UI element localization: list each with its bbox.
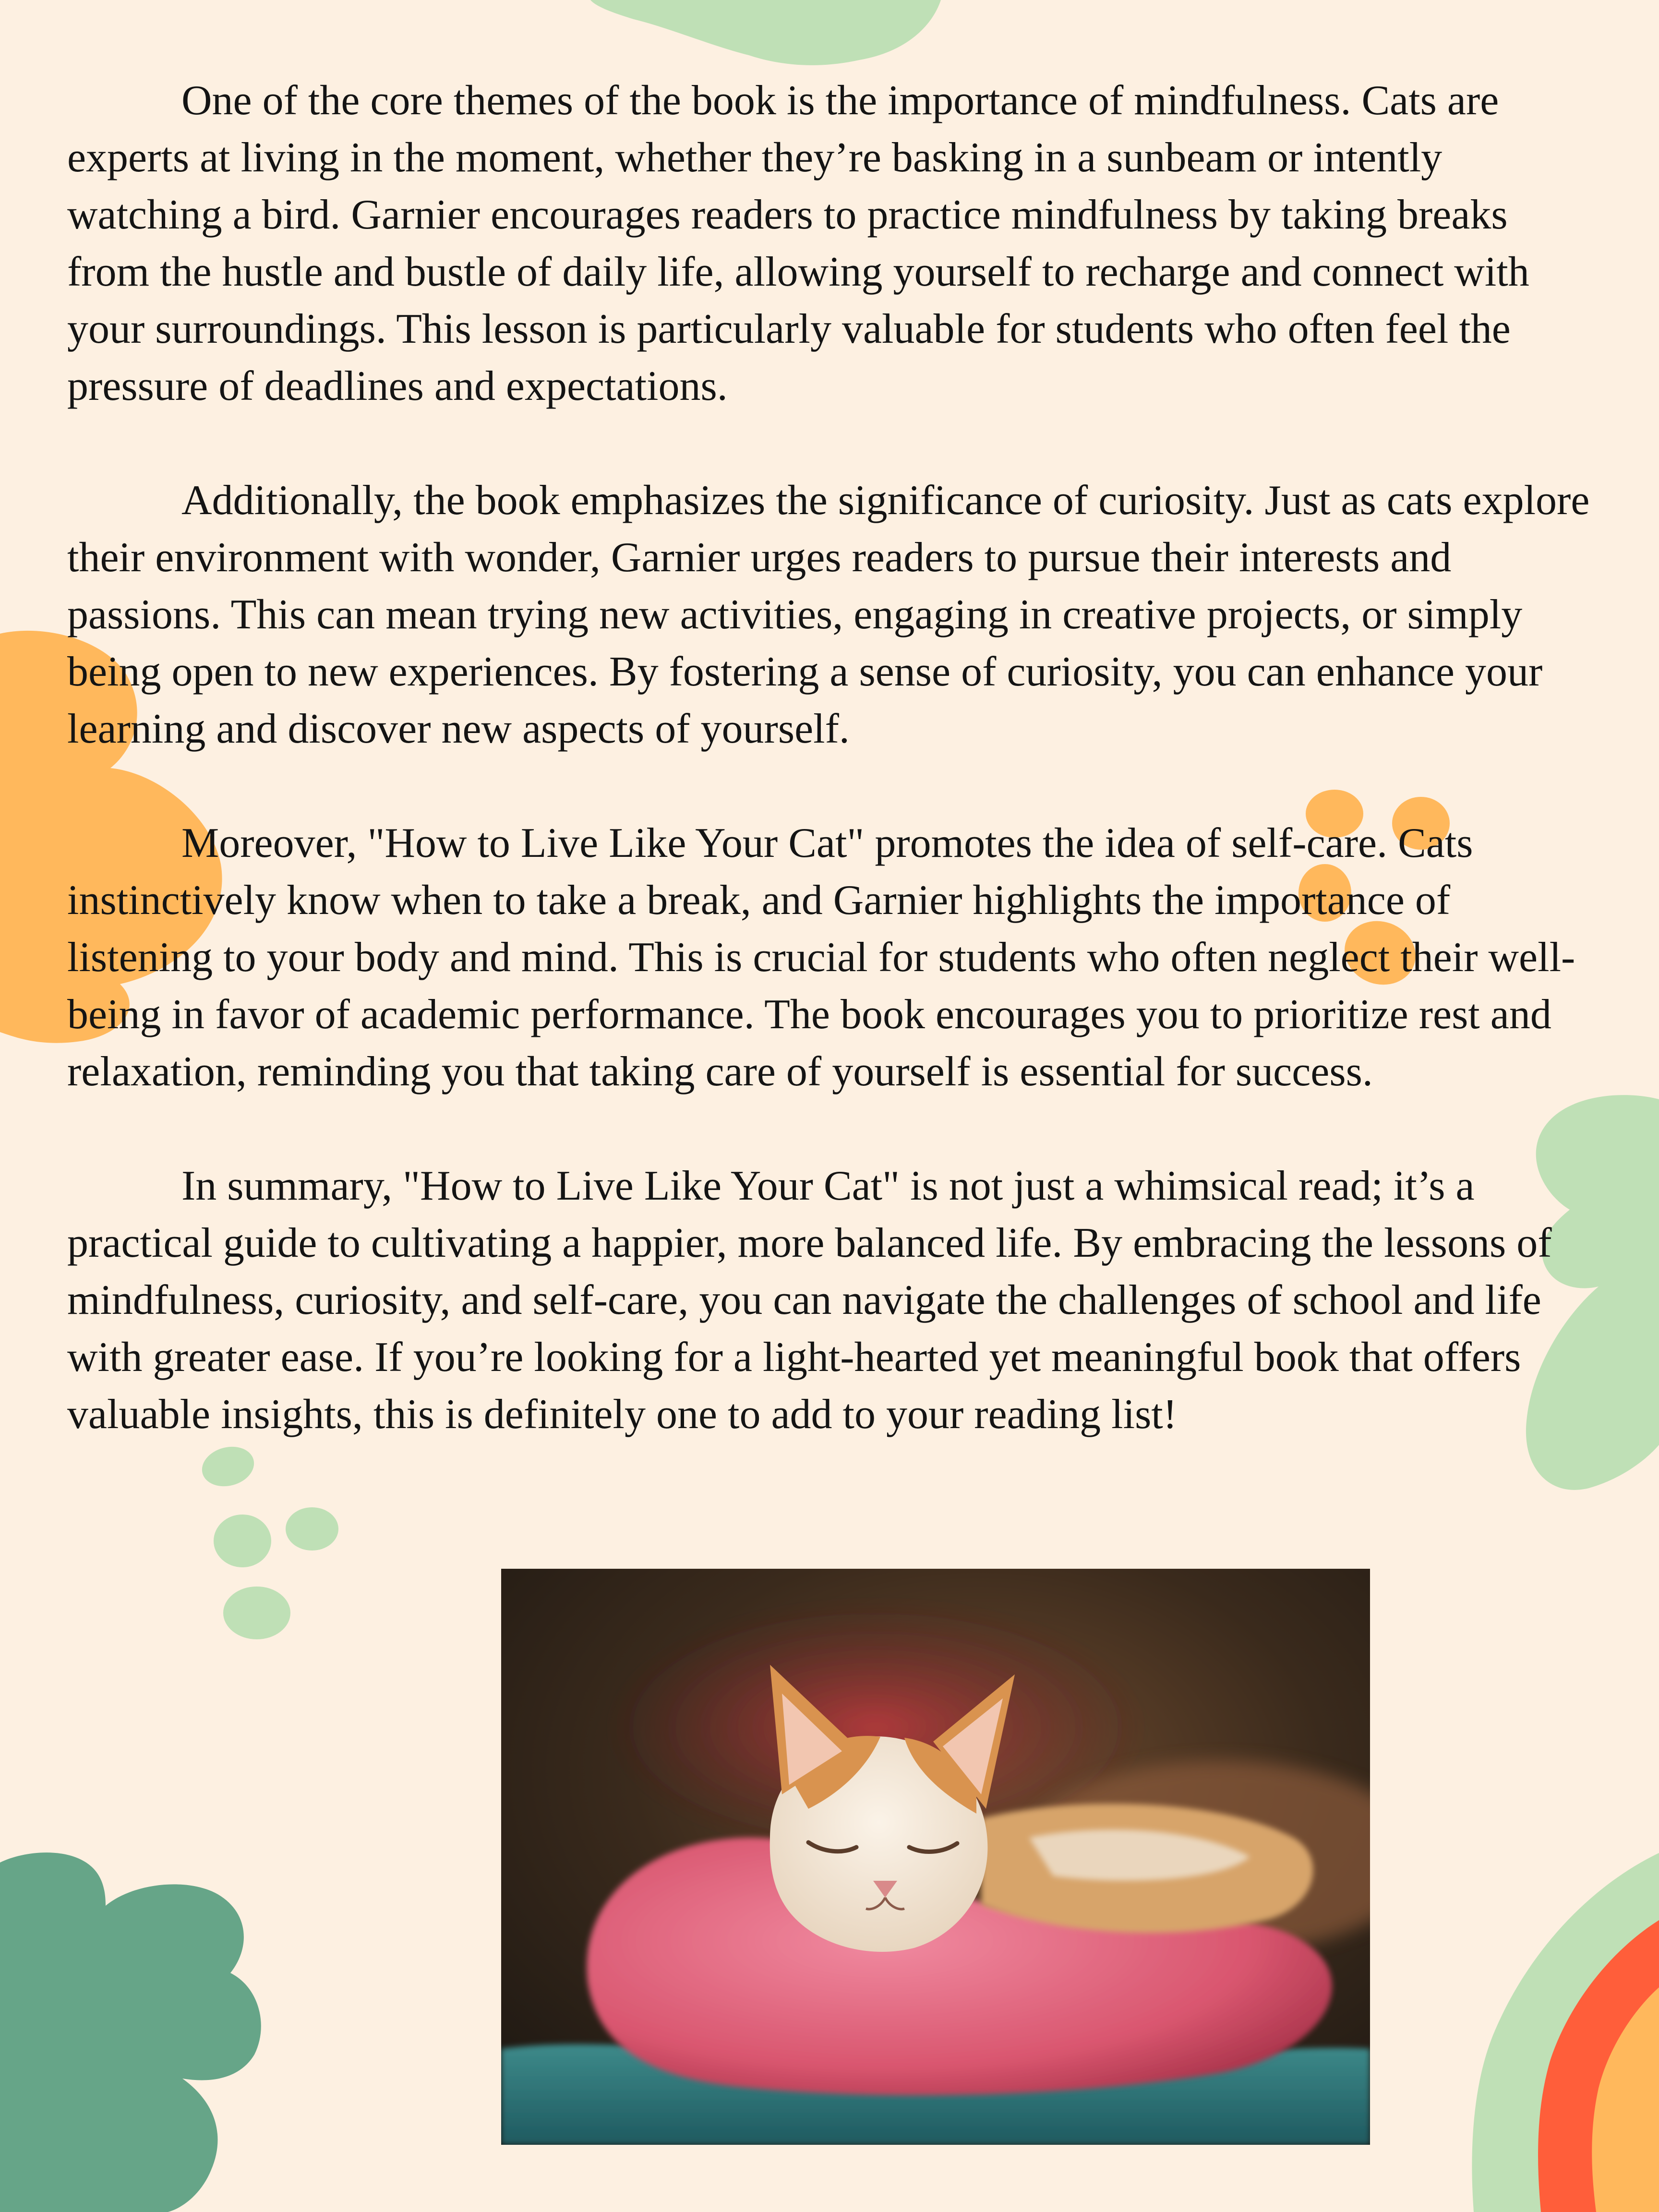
top-green-blob — [590, 0, 941, 65]
paragraph-summary: In summary, "How to Live Like Your Cat" is not just a whimsical read; it’s a practical guide to cultivating a happier, more balanced life. By embracing the lessons of mindfulness, curiosity, and self-care, you can navigate the challenges of school and life with greater ease. If you’re looking for a light-hearted yet meaningful book that offers valuable insights, this is definitely one to add to your reading list! — [67, 1163, 1552, 1438]
green-paw-print — [198, 1441, 338, 1639]
paragraph-self-care: Moreover, "How to Live Like Your Cat" promotes the idea of self-care. Cats instinctively know when to take a break, and Garnier highlights the importance of listening to your body and mind. This is crucial for students who often neglect their well-being in favor of academic performance. The book encourages you to prioritize rest and relaxation, reminding you that taking care of yourself is essential for success. — [67, 820, 1575, 1095]
article-body — [67, 72, 1594, 1443]
bottom-left-dark-green-blob — [0, 1852, 261, 2212]
rainbow-arc — [1472, 1853, 1659, 2212]
paragraph-curiosity: Additionally, the book emphasizes the significance of curiosity. Just as cats explore their environment with wonder, Garnier urges readers to pursue their interests and passions. This can mean trying new activities, engaging in creative projects, or simply being open to new experiences. By fostering a sense of curiosity, you can enhance your learning and discover new aspects of yourself. — [67, 477, 1590, 752]
sleeping-cat-photo — [501, 1569, 1370, 2145]
paragraph-mindfulness: One of the core themes of the book is the importance of mindfulness. Cats are experts at living in the moment, whether they’re basking in a sunbeam or intently watching a bird. Garnier encourages readers to practice mindfulness by taking breaks from the hustle and bustle of daily life, allowing yourself to recharge and connect with your surroundings. This lesson is particularly valuable for students who often feel the pressure of deadlines and expectations. — [67, 77, 1529, 409]
